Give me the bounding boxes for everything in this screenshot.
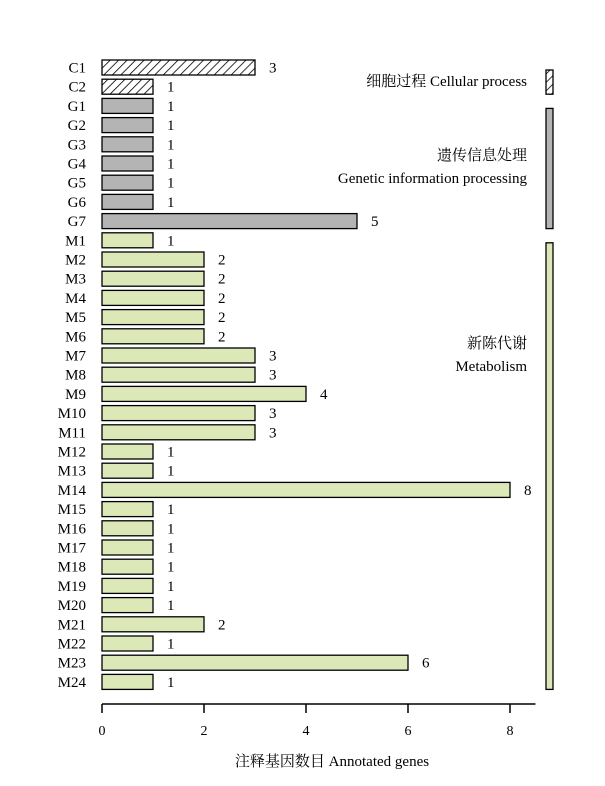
category-label-m12: M12 <box>57 444 86 461</box>
category-label-m1: M1 <box>65 233 86 250</box>
bar-m10 <box>102 406 255 421</box>
bar-c2 <box>102 79 153 94</box>
category-label-m3: M3 <box>65 271 86 288</box>
value-label-m11: 3 <box>269 425 277 442</box>
bar-g2 <box>102 118 153 133</box>
bar-m14 <box>102 482 510 497</box>
bar-m7 <box>102 348 255 363</box>
bar-m3 <box>102 271 204 286</box>
x-tick-label-2: 2 <box>200 724 208 739</box>
value-label-m18: 1 <box>167 559 175 576</box>
value-label-m17: 1 <box>167 540 175 557</box>
bar-m11 <box>102 425 255 440</box>
value-label-m20: 1 <box>167 598 175 615</box>
value-label-m10: 3 <box>269 406 277 423</box>
bar-m6 <box>102 329 204 344</box>
category-label-m15: M15 <box>57 502 86 519</box>
category-label-m16: M16 <box>57 521 86 538</box>
category-label-g6: G6 <box>67 194 86 211</box>
category-label-m7: M7 <box>65 348 86 365</box>
category-label-m8: M8 <box>65 367 86 384</box>
bar-m2 <box>102 252 204 267</box>
group-bracket-genetic <box>546 108 553 228</box>
bar-m20 <box>102 598 153 613</box>
value-label-m8: 3 <box>269 367 277 384</box>
bar-c1 <box>102 60 255 75</box>
bar-m24 <box>102 674 153 689</box>
bar-m23 <box>102 655 408 670</box>
value-label-c1: 3 <box>269 60 277 77</box>
category-label-m5: M5 <box>65 310 86 327</box>
x-tick-label-4: 4 <box>302 724 310 739</box>
category-label-g5: G5 <box>67 175 86 192</box>
category-label-m13: M13 <box>57 463 86 480</box>
value-label-g6: 1 <box>167 194 175 211</box>
value-label-m6: 2 <box>218 329 226 346</box>
category-label-m11: M11 <box>58 425 86 442</box>
bar-g3 <box>102 137 153 152</box>
value-label-m9: 4 <box>320 386 328 403</box>
value-label-g2: 1 <box>167 118 175 135</box>
category-label-g2: G2 <box>67 118 86 135</box>
category-label-m14: M14 <box>57 482 86 499</box>
category-label-m20: M20 <box>57 598 86 615</box>
bar-g4 <box>102 156 153 171</box>
bar-m17 <box>102 540 153 555</box>
category-label-m19: M19 <box>57 578 86 595</box>
category-label-g4: G4 <box>67 156 86 173</box>
value-label-g4: 1 <box>167 156 175 173</box>
value-label-m14: 8 <box>524 482 532 499</box>
value-label-m23: 6 <box>422 655 430 672</box>
category-label-m6: M6 <box>65 329 86 346</box>
bar-g6 <box>102 194 153 209</box>
value-label-m16: 1 <box>167 521 175 538</box>
value-label-m19: 1 <box>167 578 175 595</box>
group-label-genetic-0: 遗传信息处理 <box>436 148 527 164</box>
bar-m12 <box>102 444 153 459</box>
category-label-g7: G7 <box>67 214 86 231</box>
bar-m16 <box>102 521 153 536</box>
value-label-g3: 1 <box>167 137 175 154</box>
category-label-m9: M9 <box>65 386 86 403</box>
group-bracket-cellular <box>546 70 553 94</box>
category-label-m4: M4 <box>65 290 86 307</box>
category-label-m17: M17 <box>57 540 86 557</box>
bar-m1 <box>102 233 153 248</box>
bar-m21 <box>102 617 204 632</box>
value-label-m21: 2 <box>218 617 226 634</box>
bar-m5 <box>102 310 204 325</box>
group-label-metabolism-0: 新陈代谢 <box>466 336 527 352</box>
bar-g7 <box>102 214 357 229</box>
x-axis <box>99 704 536 739</box>
bar-m15 <box>102 502 153 517</box>
value-label-m12: 1 <box>167 444 175 461</box>
value-label-m24: 1 <box>167 674 175 691</box>
group-brackets <box>338 70 553 689</box>
value-label-m1: 1 <box>167 233 175 250</box>
group-label-genetic-1: Genetic information processing <box>337 171 527 187</box>
value-label-m2: 2 <box>218 252 226 269</box>
value-label-c2: 1 <box>167 79 175 96</box>
category-label-c1: C1 <box>68 60 86 77</box>
value-label-m5: 2 <box>218 310 226 327</box>
value-label-g1: 1 <box>167 98 175 115</box>
value-label-g5: 1 <box>167 175 175 192</box>
bar-m13 <box>102 463 153 478</box>
value-label-m22: 1 <box>167 636 175 653</box>
bar-m8 <box>102 367 255 382</box>
category-label-g1: G1 <box>67 98 86 115</box>
x-tick-label-8: 8 <box>506 724 514 739</box>
value-label-m15: 1 <box>167 502 175 519</box>
category-label-m23: M23 <box>57 655 86 672</box>
bar-m18 <box>102 559 153 574</box>
category-label-c2: C2 <box>68 79 86 96</box>
x-tick-label-6: 6 <box>404 724 412 739</box>
category-label-m22: M22 <box>57 636 86 653</box>
category-label-m21: M21 <box>57 617 86 634</box>
category-label-g3: G3 <box>67 137 86 154</box>
group-bracket-metabolism <box>546 243 553 690</box>
category-label-m2: M2 <box>65 252 86 269</box>
group-label-metabolism-1: Metabolism <box>455 359 527 375</box>
value-label-m4: 2 <box>218 290 226 307</box>
value-label-m7: 3 <box>269 348 277 365</box>
group-label-cellular-0: 细胞过程 Cellular process <box>366 74 527 90</box>
value-label-g7: 5 <box>371 214 379 231</box>
category-label-m10: M10 <box>57 406 86 423</box>
bar-g1 <box>102 98 153 113</box>
bar-m22 <box>102 636 153 651</box>
bar-m4 <box>102 290 204 305</box>
value-label-m3: 2 <box>218 271 226 288</box>
bar-m9 <box>102 386 306 401</box>
x-tick-label-0: 0 <box>98 724 106 739</box>
bar-m19 <box>102 578 153 593</box>
value-label-m13: 1 <box>167 463 175 480</box>
category-label-m18: M18 <box>57 559 86 576</box>
bar-g5 <box>102 175 153 190</box>
category-label-m24: M24 <box>57 674 86 691</box>
x-axis-title: 注释基因数目 Annotated genes <box>234 754 430 770</box>
